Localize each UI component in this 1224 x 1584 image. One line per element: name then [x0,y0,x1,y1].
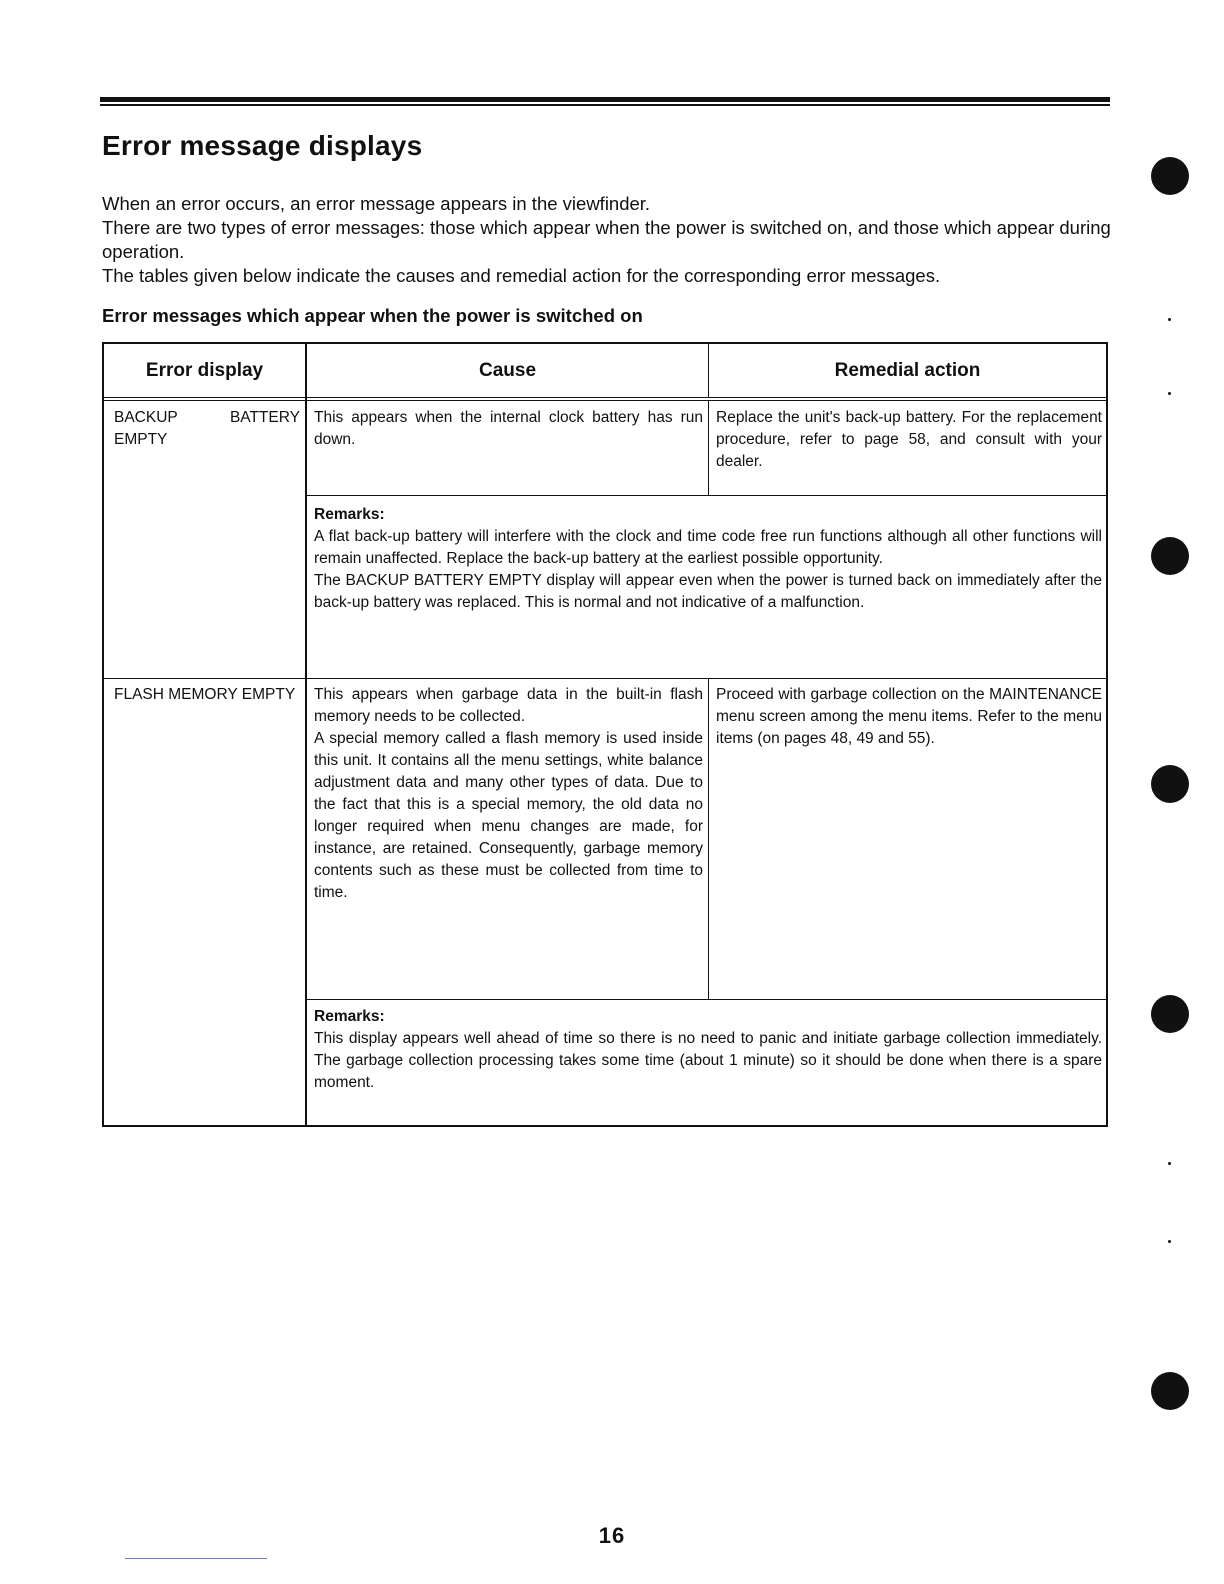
remedy-cell: Replace the unit's back-up battery. For the replacement procedure, refer to page 58, and consult with your dealer. [716,409,1102,470]
footer-line [125,1558,267,1559]
remedy-cell: Proceed with garbage collection on the MAINTENANCE menu screen among the menu items. Refer to the menu items (on pages 48, 49 and 55). [716,686,1102,747]
column-divider [708,679,709,999]
intro-paragraph: There are two types of error messages: those which appear when the power is switched on, and those which appear during operation. [102,217,1111,262]
top-rule [100,97,1110,102]
speck-mark [1168,318,1171,321]
binder-hole-mark [1151,995,1189,1033]
header-cause: Cause [478,359,537,381]
column-divider [708,400,709,495]
remarks-paragraph: A flat back-up battery will interfere with the clock and time code free run functions although all other functions will remain unaffected. Replace the back-up battery at the earliest possible opportunity. [314,528,1102,567]
speck-mark [1168,1240,1171,1243]
error-display-cell: BACKUP BATTERY EMPTY [114,409,300,448]
error-table [102,342,1108,1127]
cause-cell [314,684,703,904]
cause-cell: This appears when the internal clock battery has run down. [314,409,703,448]
binder-hole-mark [1151,765,1189,803]
section-subheading: Error messages which appear when the power is switched on [102,305,643,326]
error-display-cell: FLASH MEMORY EMPTY [114,686,296,703]
remarks-title: Remarks: [314,506,385,523]
remarks-paragraph: The BACKUP BATTERY EMPTY display will appear even when the power is turned back on immediately after the back-up battery was replaced. This is normal and not indicative of a malfunction. [314,572,1102,611]
remarks-paragraph: This display appears well ahead of time so there is no need to panic and initiate garbage collection immediately. The garbage collection processing takes some time (about 1 minute) so it should be done when there is a spare moment. [314,1030,1102,1091]
page-title: Error message displays [102,130,423,161]
intro-paragraph: The tables given below indicate the causes and remedial action for the corresponding error messages. [102,265,941,286]
binder-hole-mark [1151,537,1189,575]
speck-mark [1168,392,1171,395]
intro-paragraph: When an error occurs, an error message appears in the viewfinder. [102,193,651,214]
header-error-display: Error display [145,359,264,381]
intro-text [102,192,1112,288]
cause-paragraph: This appears when garbage data in the built-in flash memory needs to be collected. [314,686,703,725]
speck-mark [1168,1162,1171,1165]
header-divider [104,397,1106,398]
page-number: 16 [598,1523,626,1548]
column-divider [305,344,307,1125]
header-remedial-action: Remedial action [834,359,981,381]
remarks-cell [314,504,1102,614]
binder-hole-mark [1151,1372,1189,1410]
row-divider [307,999,1106,1000]
binder-hole-mark [1151,157,1189,195]
top-rule-thin [100,104,1110,106]
row-divider [104,678,1106,679]
remarks-cell [314,1006,1102,1094]
cause-paragraph: A special memory called a flash memory is used inside this unit. It contains all the menu settings, white balance adjustment data and many other types of data. Due to the fact that this is a special memory, the old data no longer required when menu changes are made, for instance, are retained. Consequently, garbage memory contents such as these must be collected from time to time. [314,730,703,901]
row-divider [307,495,1106,496]
remarks-title: Remarks: [314,1008,385,1025]
header-divider [104,400,1106,401]
